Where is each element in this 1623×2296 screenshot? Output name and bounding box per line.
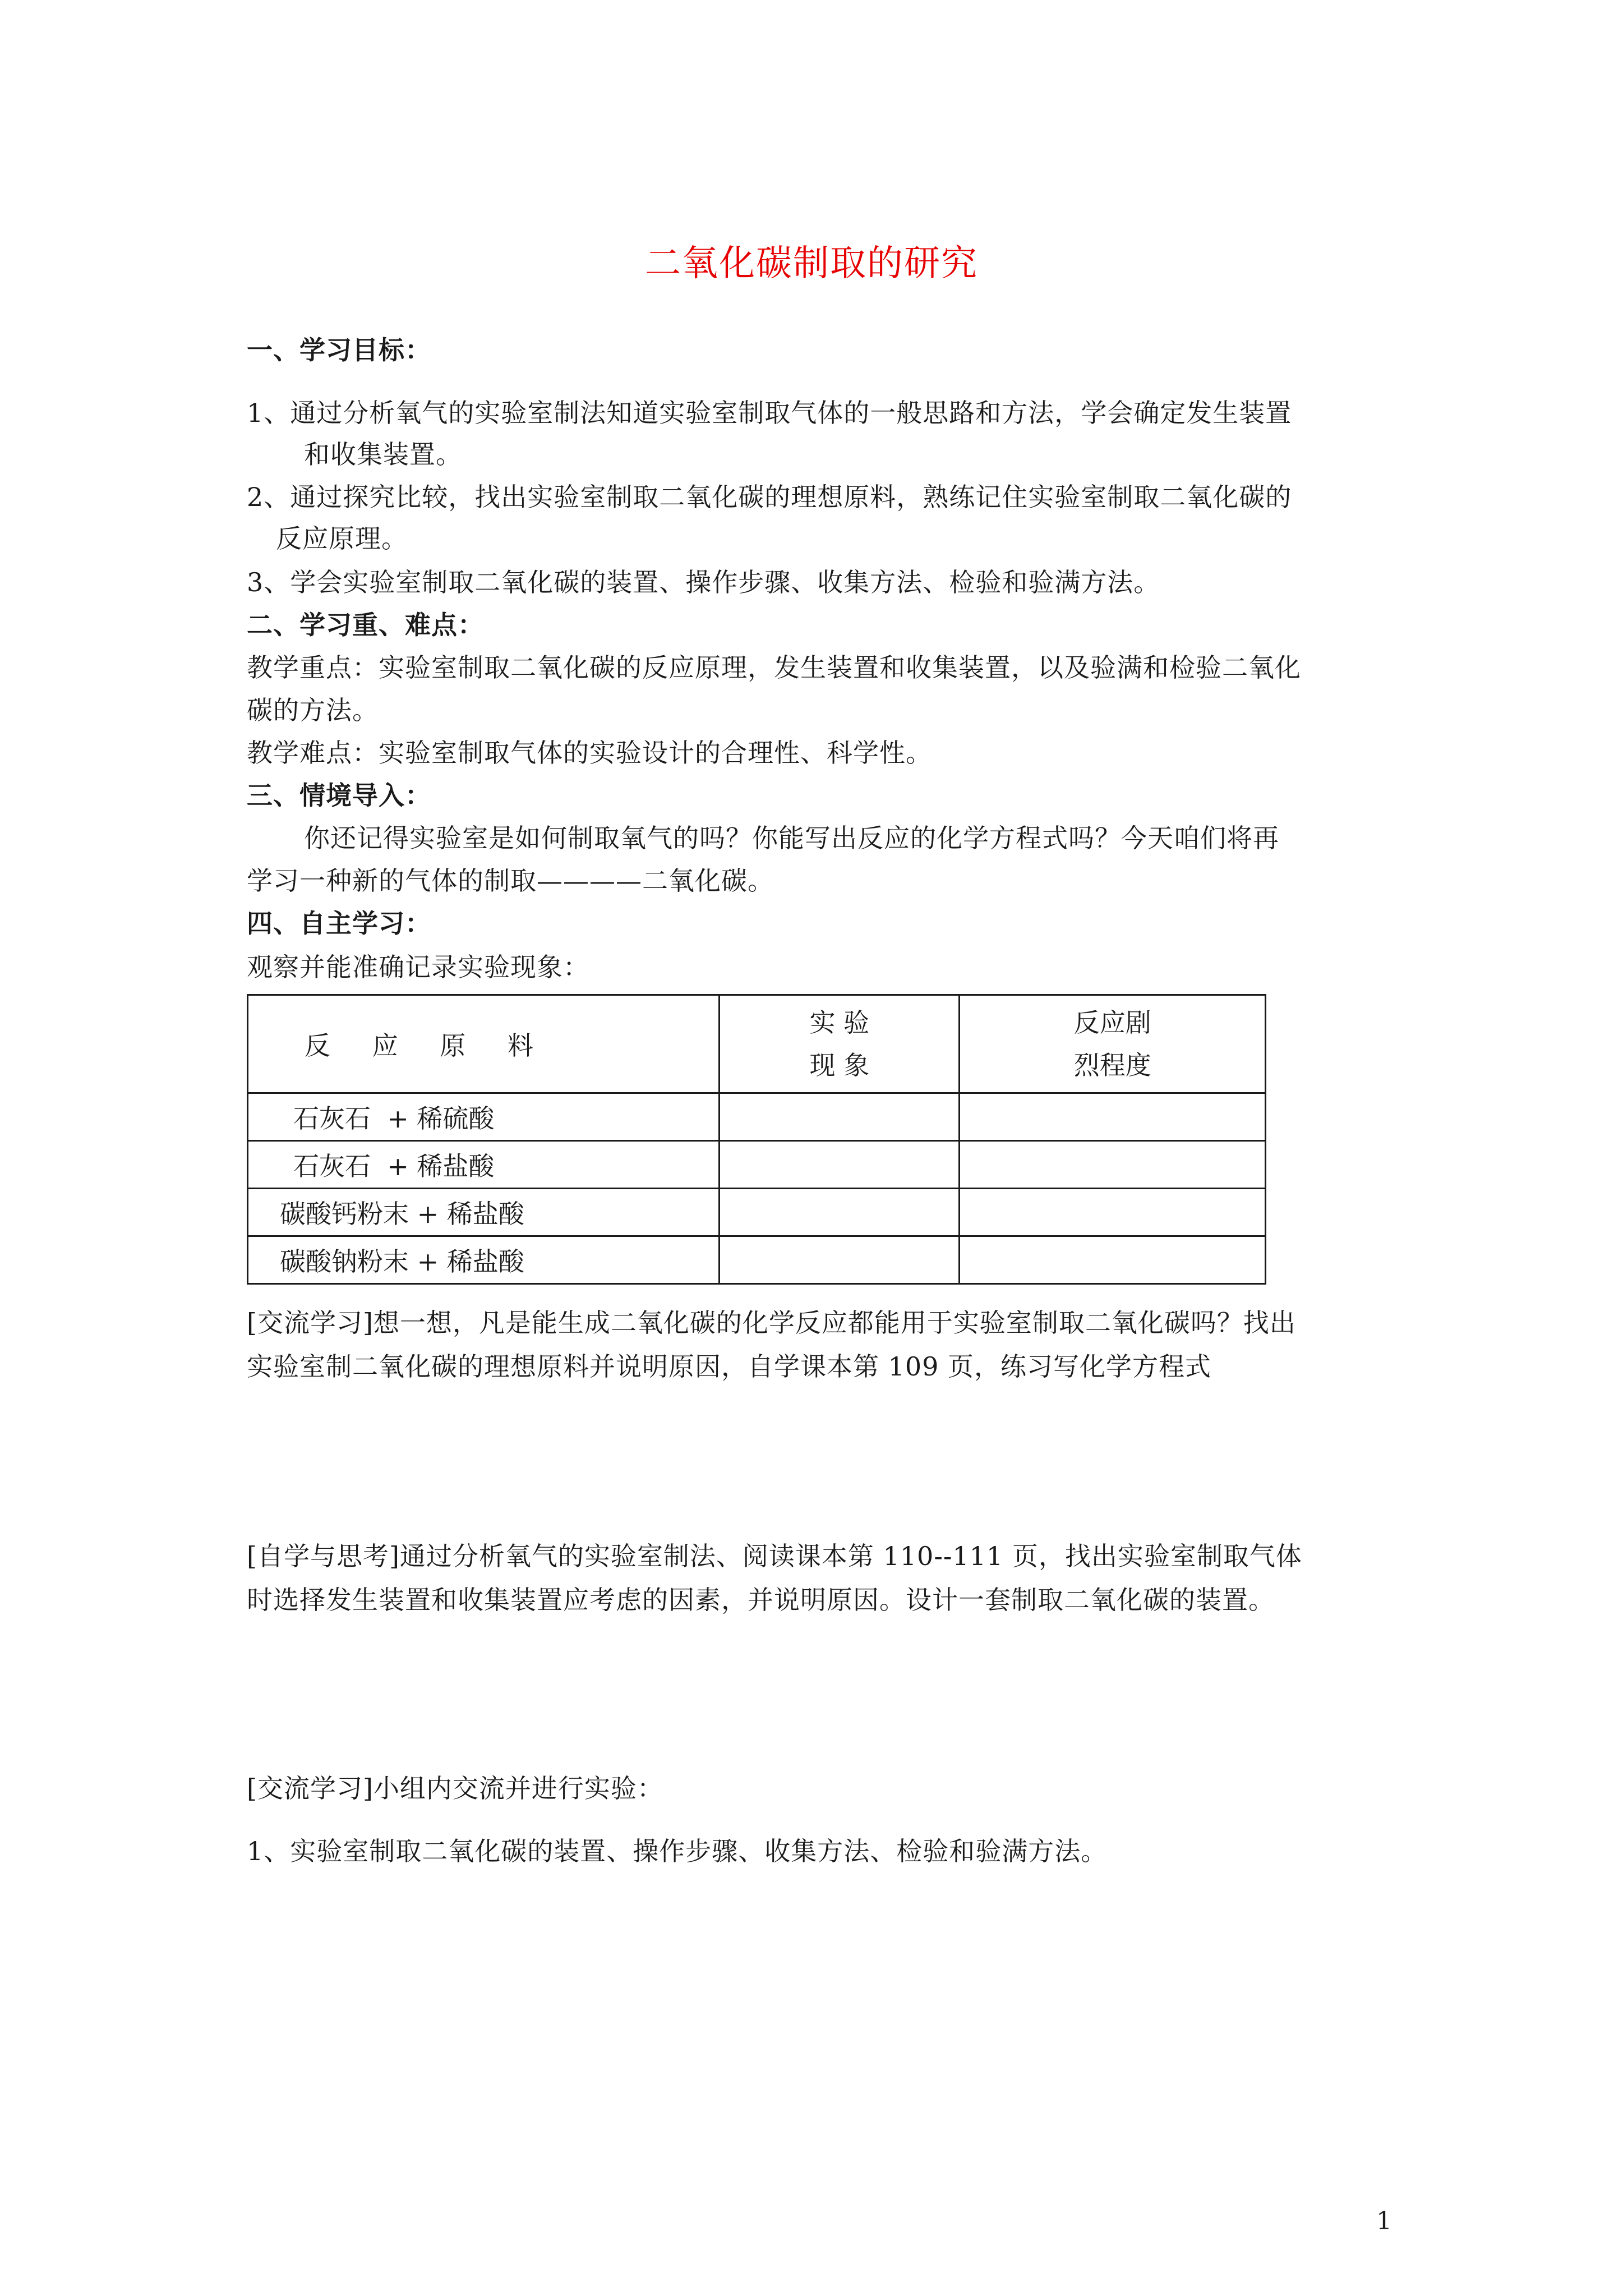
table-header-row: [248, 995, 1266, 1093]
scenario-line-2: 学习一种新的气体的制取————二氧化碳。: [247, 866, 774, 896]
table-row: [248, 1189, 1266, 1236]
objective-3-line: 3、学会实验室制取二氧化碳的装置、操作步骤、收集方法、检验和验满方法。: [247, 567, 1160, 597]
self-study-line-1: [自学与思考]通过分析氧气的实验室制法、阅读课本第 110--111 页，找出实验室制取气体: [247, 1541, 1302, 1571]
scenario-line-1: 你还记得实验室是如何制取氧气的吗？你能写出反应的化学方程式吗？今天咱们将再: [304, 823, 1279, 853]
table-row: [248, 1141, 1266, 1189]
section-4-heading: 四、自主学习：: [247, 908, 431, 938]
teaching-key-line-1: 教学重点：实验室制取二氧化碳的反应原理，发生装置和收集装置，以及验满和检验二氧化: [247, 652, 1301, 683]
exchange-2-line: [交流学习]小组内交流并进行实验：: [247, 1773, 663, 1803]
header-intensity: [960, 995, 1266, 1093]
section-3-heading: 三、情境导入：: [247, 780, 431, 811]
material-cell: 碳酸钠粉末 + 稀盐酸: [248, 1236, 720, 1284]
phenomenon-cell: [720, 1189, 960, 1236]
phenomenon-cell: [720, 1093, 960, 1141]
teaching-key-line-2: 碳的方法。: [247, 695, 379, 725]
intensity-cell: [960, 1093, 1266, 1141]
material-cell: 石灰石 + 稀硫酸: [248, 1093, 720, 1141]
section-2-heading: 二、学习重、难点：: [247, 610, 484, 640]
objective-2-line-1: 2、通过探究比较，找出实验室制取二氧化碳的理想原料，熟练记住实验室制取二氧化碳的: [247, 482, 1292, 512]
intensity-cell: [960, 1141, 1266, 1189]
material-cell: 石灰石 + 稀盐酸: [248, 1141, 720, 1189]
exchange-1-line-2: 实验室制二氧化碳的理想原料并说明原因，自学课本第 109 页，练习写化学方程式: [247, 1351, 1212, 1382]
phenomenon-cell: [720, 1141, 960, 1189]
observation-table: [247, 994, 1266, 1285]
header-intensity-line-2: 烈程度: [1073, 1050, 1151, 1080]
header-intensity-line-1: 反应剧: [1073, 1007, 1151, 1038]
table-row: [248, 1093, 1266, 1141]
document-title: 二氧化碳制取的研究: [645, 243, 978, 284]
exchange-2-item-1: 1、实验室制取二氧化碳的装置、操作步骤、收集方法、检验和验满方法。: [247, 1836, 1108, 1866]
self-study-line-2: 时选择发生装置和收集装置应考虑的因素，并说明原因。设计一套制取二氧化碳的装置。: [247, 1585, 1275, 1615]
header-phenomenon-line-1: 实 验: [809, 1007, 870, 1038]
table-intro: 观察并能准确记录实验现象：: [247, 952, 589, 982]
header-phenomenon-line-2: 现 象: [809, 1050, 870, 1080]
exchange-1-line-1: [交流学习]想一想，凡是能生成二氧化碳的化学反应都能用于实验室制取二氧化碳吗？找出: [247, 1308, 1296, 1338]
objective-2-line-2: 反应原理。: [276, 523, 408, 554]
section-1-heading: 一、学习目标：: [247, 335, 431, 365]
material-cell: 碳酸钙粉末 + 稀盐酸: [248, 1189, 720, 1236]
table-row: [248, 1236, 1266, 1284]
page-number: 1: [1376, 2207, 1392, 2235]
teaching-difficult-line: 教学难点：实验室制取气体的实验设计的合理性、科学性。: [247, 738, 932, 768]
header-phenomenon: [720, 995, 960, 1093]
intensity-cell: [960, 1189, 1266, 1236]
phenomenon-cell: [720, 1236, 960, 1284]
objective-1-line-1: 1、通过分析氧气的实验室制法知道实验室制取气体的一般思路和方法，学会确定发生装置: [247, 398, 1292, 428]
objective-1-line-2: 和收集装置。: [304, 439, 462, 470]
intensity-cell: [960, 1236, 1266, 1284]
header-materials: 反 应 原 料: [248, 995, 720, 1093]
